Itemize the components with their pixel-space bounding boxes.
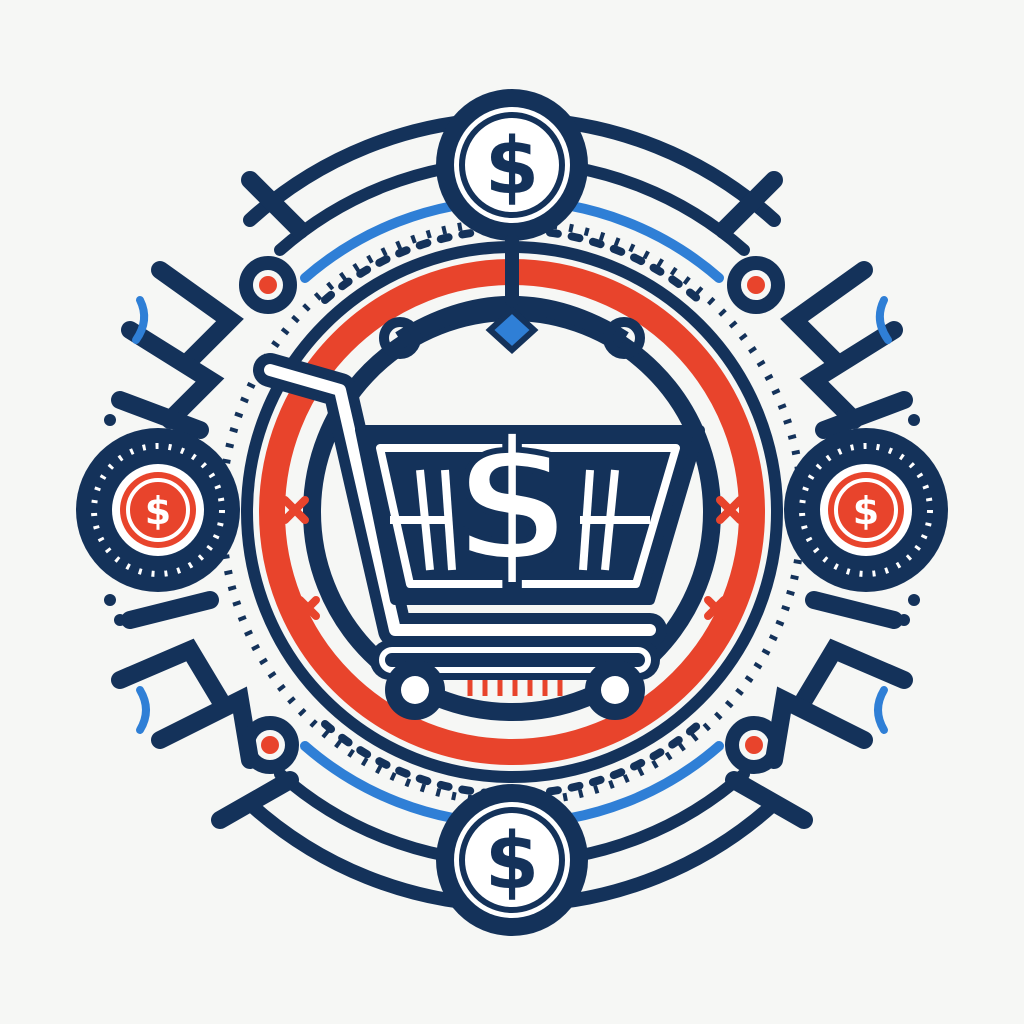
bottom-coin-dollar: $ [484, 817, 540, 907]
right-badge [784, 428, 948, 592]
bottom-coin [436, 784, 588, 936]
right-badge-symbol: $ [852, 489, 880, 533]
crown-ornament [384, 305, 640, 354]
top-coin [436, 89, 588, 241]
cart-dollar-sign: $ [452, 403, 572, 601]
top-coin-dollar: $ [484, 122, 540, 212]
left-badge [76, 428, 240, 592]
left-badge-symbol: $ [144, 489, 172, 533]
